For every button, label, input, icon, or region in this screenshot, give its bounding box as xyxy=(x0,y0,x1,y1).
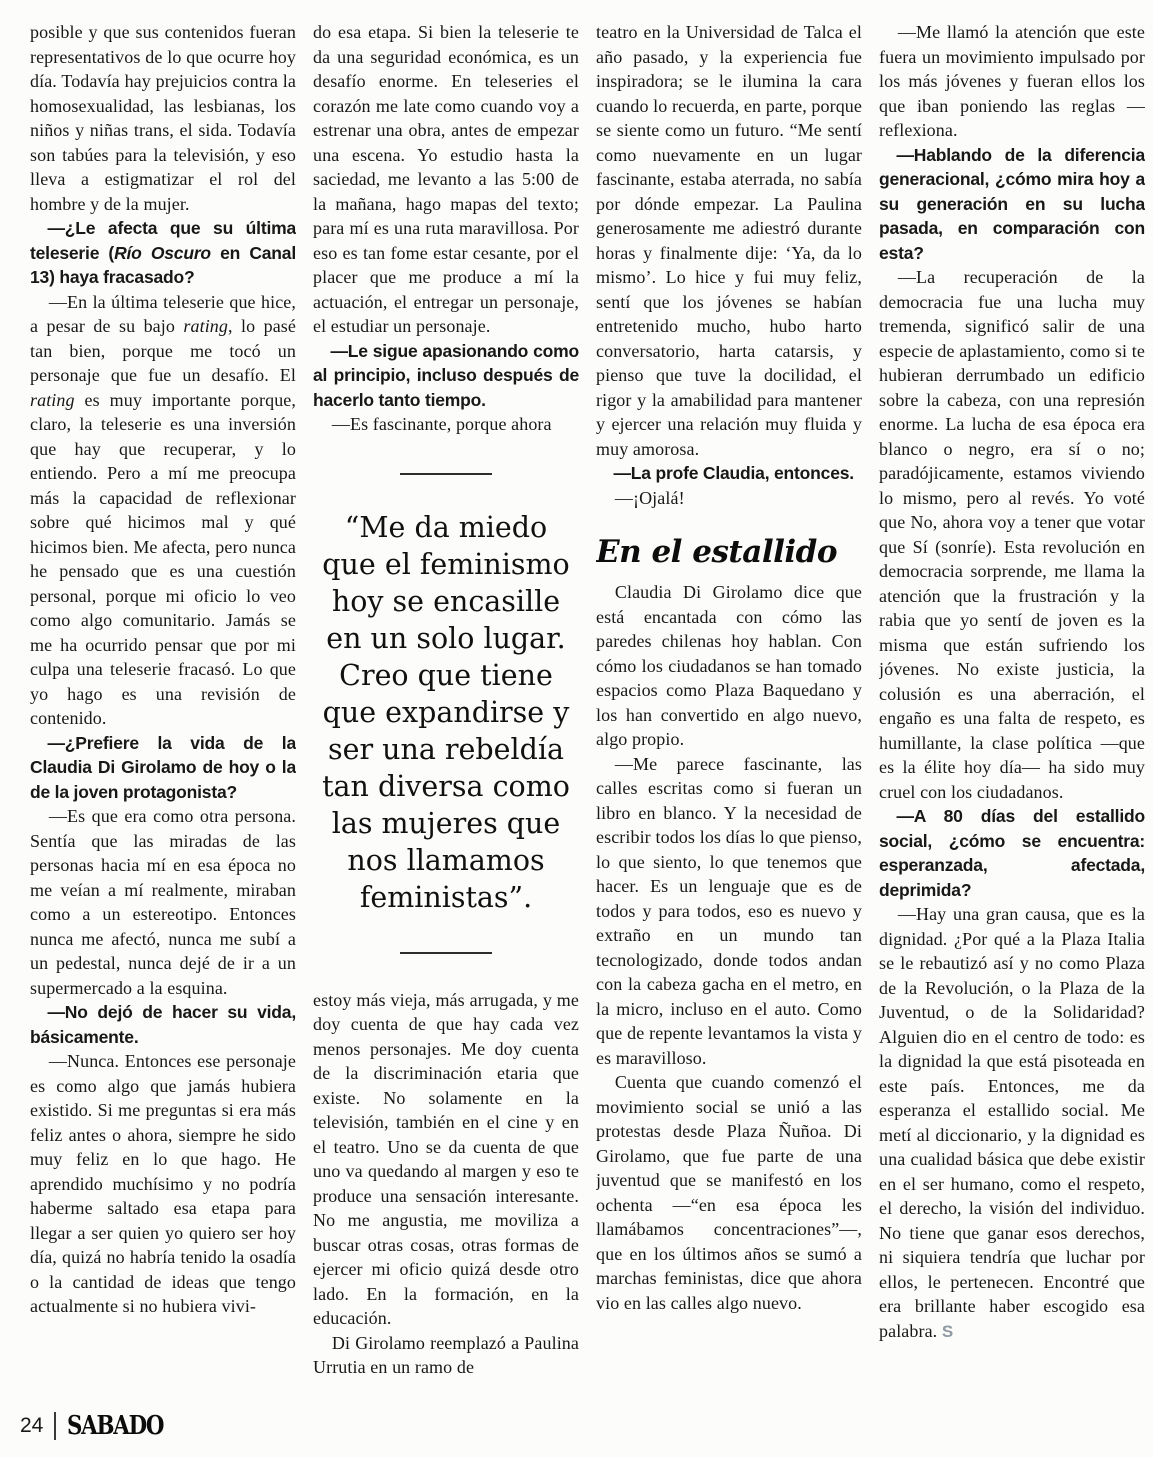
article-paragraph: teatro en la Universidad de Talca el año pasado, y la experiencia fue inspiradora; se le ilumina la cara cuando lo recuerda, en parte, porque se siente como un futuro. “Me sentí como nuevamente en un lugar fascinante, estaba aterrada, no sabía por dónde empezar. La Paulina generosamente me adiestró durante horas y finalmente dije: ‘Ya, da lo mismo’. Lo hice y fui muy feliz, sentí que los jóvenes se habían entretenido mucho, hubo harto conversatorio, harta catarsis, y pienso que tuve la docilidad, el rigor y la amabilidad para mantener y ejercer una relación muy fluida y muy amorosa. xyxy=(596,22,862,459)
interview-question: —¿Le afecta que su última teleserie (Río Oscuro en Canal 13) haya fracasado? xyxy=(30,218,296,287)
page-footer xyxy=(20,1411,185,1441)
interview-answer: —La recuperación de la democracia fue una lucha muy tremenda, significó salir de una especie de aplastamiento, como si te hubieran derrumbado un edificio sobre la cabeza, con una represión enorme. La lucha de esa época era blanco o negro, era sí o no; paradójicamente, estamos viviendo lo mismo, pero al revés. Yo voté que No, ahora voy a tener que votar que Sí (sonríe). Esta revolución en democracia sorprende, me llama la atención que la frustración y la rabia que yo sentí de joven es la misma que están sufriendo los jóvenes. No existe justicia, la colusión es una aberración, el engaño es una falta de respeto, es humillante, la clase política —que es la élite hoy día— ha sido muy cruel con los ciudadanos. xyxy=(879,267,1145,802)
interview-question: —Hablando de la diferencia generacional, ¿cómo mira hoy a su generación en su lucha pasada, en comparación con esta? xyxy=(879,144,1145,263)
article-column-4 xyxy=(879,20,1145,1387)
article-column-2 xyxy=(313,20,579,1387)
article-column-3 xyxy=(596,20,862,1387)
article-paragraph: Claudia Di Girolamo dice que está encantada con cómo las paredes chilenas hoy hablan. Con cómo los ciudadanos se han tomado espacios como Plaza Baquedano y los han convertido en algo nuevo, algo propio. xyxy=(596,582,862,749)
article-column-1 xyxy=(30,20,296,1387)
article-paragraph: Di Girolamo reemplazó a Paulina Urrutia en un ramo de xyxy=(313,1332,579,1377)
interview-question: —Le sigue apasionando como al principio, incluso después de hacerlo tanto tiempo. xyxy=(313,340,579,410)
page-number: 24 xyxy=(20,1414,44,1437)
interview-answer: —En la última teleserie que hice, a pesar de su bajo rating, lo pasé tan bien, porque me tocó un personaje que fue un desafío. El rating es muy importante porque, claro, la teleserie es una inversión que hay que recuperar, y lo entiendo. Pero a mí me preocupa más la capacidad de reflexionar sobre qué hicimos mal y qué hicimos bien. Me afecta, pero nunca he pensado que es una cuestión personal, porque mi oficio lo veo como algo comunitario. Jamás se me ha ocurrido pensar que por mi culpa una teleserie fracasó. Lo que yo hago es una revisión de contenido. xyxy=(30,291,296,728)
article-paragraph: posible y que sus contenidos fueran representativos de lo que ocurre hoy día. Todavía hay prejuicios contra la homosexualidad, las lesbianas, los niños y niñas trans, el sida. Todavía son tabúes para la televisión, y eso lleva a estigmatizar el rol del hombre y de la mujer. xyxy=(30,22,296,214)
section-heading: En el estallido xyxy=(596,534,838,570)
article-paragraph: —Me parece fascinante, las calles escritas como si fueran un libro en blanco. Y la necesidad de escribir todos los días lo que pienso, lo que siento, lo que tenemos que hacer. Es un lenguaje que es de todos y para todos, eso es nuevo y extraño en un mundo tan tecnologizado, donde todos andan con la cabeza gacha en el metro, en la micro, incluso en el auto. Como que de repente levantamos la vista y es maravilloso. xyxy=(596,753,862,1068)
pull-quote: “Me da miedo que el feminismo hoy se encasille en un solo lugar. Creo que tiene que expandirse y ser una rebeldía tan diversa como las mujeres que nos llamamos feministas”. xyxy=(322,510,570,914)
interview-answer: —Hay una gran causa, que es la dignidad. ¿Por qué a la Plaza Italia se le rebautizó así y no como Plaza de la Revolución, o la Plaza de la Juventud, o de la Solidaridad? Alguien dio en el centro de todo: es la dignidad la que está pisoteada en este país. Entonces, me da esperanza el estallido social. Me metí al diccionario, y la dignidad es una cualidad básica que debe existir en el ser humano, como el respeto, el derecho, la visión del individuo. No tiene que ganar esos derechos, ni siquiera tendría que luchar por ellos, le pertenecen. Encontré que era brillante haber escogido esa palabra. S xyxy=(879,904,1145,1341)
article-paragraph: —Me llamó la atención que este fuera un movimiento impulsado por los más jóvenes y fueran ellos los que iban poniendo las reglas —reflexiona. xyxy=(879,22,1145,140)
interview-question: —¿Prefiere la vida de la Claudia Di Girolamo de hoy o la de la joven protagonista? xyxy=(30,732,296,802)
interview-answer: —¡Ojalá! xyxy=(614,487,685,508)
footer-divider xyxy=(54,1412,56,1440)
magazine-logo: SABADO xyxy=(67,1411,164,1441)
divider-rule xyxy=(400,952,492,954)
divider-rule xyxy=(400,473,492,475)
article-paragraph: do esa etapa. Si bien la teleserie te da una seguridad económica, es un desafío enorme. En teleseries el corazón me late como cuando voy a estrenar una obra, antes de empezar una escena. Yo estudio hasta la saciedad, me levanto a las 5:00 de la mañana, hago mapas del texto; para mí es una ruta maravillosa. Por eso es tan fome estar cesante, por el placer que me produce a mí la actuación, el entregar un personaje, el estudiar un personaje. xyxy=(313,22,579,336)
article-columns xyxy=(30,20,1145,1387)
article-paragraph: estoy más vieja, más arrugada, y me doy cuenta de que hay cada vez menos personajes. Me doy cuenta de la discriminación etaria que existe. No solamente en la televisión, también en el cine y en el teatro. Uno se da cuenta de que uno va quedando al margen y eso te produce una sensación interesante. No me angustia, me moviliza a buscar otras cosas, otras formas de ejercer mi oficio quizá desde otro lado. En la formación, en la educación. xyxy=(313,989,579,1328)
interview-question: —La profe Claudia, entonces. xyxy=(613,463,854,483)
interview-question: —No dejó de hacer su vida, básicamente. xyxy=(30,1002,296,1047)
article-paragraph: Cuenta que cuando comenzó el movimiento social se unió a las protestas desde Plaza Ñuñoa. Di Girolamo, que fue parte de una juventud que se manifestó en los ochenta —“en esa época les llamábamos concentraciones”—, que en los últimos años se sumó a marchas feministas, dice que ahora vio en las calles algo nuevo. xyxy=(596,1072,862,1313)
interview-question: —A 80 días del estallido social, ¿cómo se encuentra: esperanzada, afectada, deprimida? xyxy=(879,806,1145,900)
interview-answer: —Es que era como otra persona. Sentía que las miradas de las personas hacia mí en esa época no me veían a mí realmente, miraban como a un estereotipo. Entonces nunca me afectó, nunca me subí a un pedestal, nunca dejé de ir a un supermercado a la esquina. xyxy=(30,806,296,998)
interview-answer: —Es fascinante, porque ahora xyxy=(331,414,552,434)
interview-answer: —Nunca. Entonces ese personaje es como algo que jamás hubiera existido. Si me preguntas si era más feliz antes o ahora, siempre he sido muy feliz en lo que hago. He aprendido muchísimo y no podría haberme saltado esa etapa para llegar a ser quien yo quiero ser hoy día, quizá no habría tenido la osadía o la cantidad de ideas que tengo actualmente si no hubiera vivi- xyxy=(30,1051,296,1316)
